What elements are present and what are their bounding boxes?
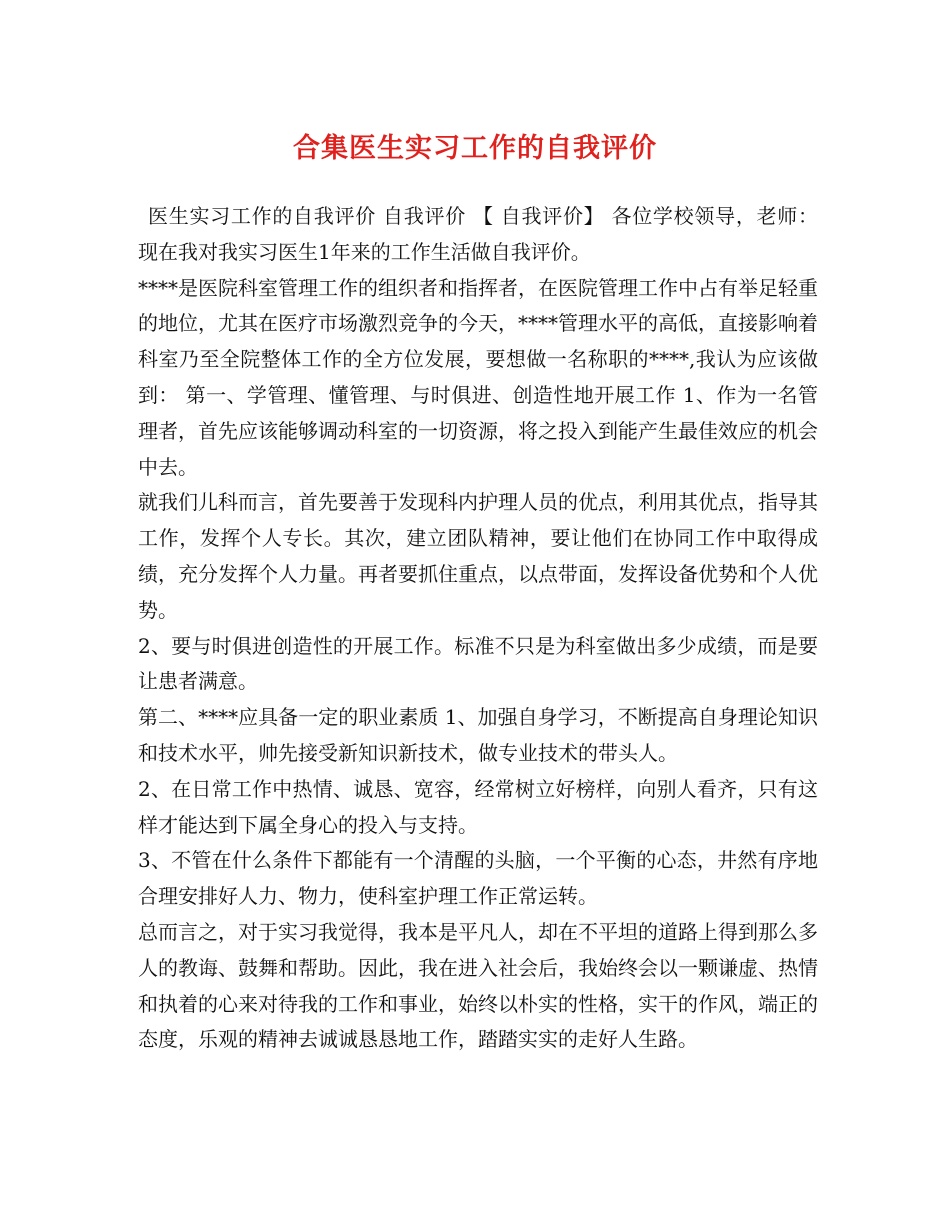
paragraph-intro: 医生实习工作的自我评价 自我评价 【 自我评价】 各位学校领导，老师： 现在我对我实习医生1年来的工作生活做自我评价。 (138, 204, 818, 264)
paragraph-section-2-point-2: 2、在日常工作中热情、诚恳、宽容，经常树立好榜样，向别人看齐，只有这样才能达到下属全身心的投入与支持。 (138, 776, 818, 837)
paragraph-management-role: ****是医院科室管理工作的组织者和指挥者，在医院管理工作中占有举足轻重的地位，尤其在医疗市场激烈竞争的今天，****管理水平的高低，直接影响着科室乃至全院整体工作的全方位发展，要想做一名称职的****,我认为应该做到： 第一、学管理、懂管理、与时俱进、创造性地开展工作 1、作为一名管理者，首先应该能够调动科室的一切资源，将之投入到能产生最佳效应的机会中去。 (138, 275, 818, 479)
paragraph-section-2-point-3: 3、不管在什么条件下都能有一个清醒的头脑，一个平衡的心态，井然有序地合理安排好人力、物力，使科室护理工作正常运转。 (138, 848, 818, 909)
paragraph-section-2: 第二、****应具备一定的职业素质 1、加强自身学习，不断提高自身理论知识和技术水平，帅先接受新知识新技术，做专业技术的带头人。 (138, 705, 818, 765)
paragraph-point-2: 2、要与时俱进创造性的开展工作。标准不只是为科室做出多少成绩，而是要让患者满意。 (138, 633, 818, 694)
document-body (138, 199, 818, 1058)
paragraph-pediatrics: 就我们儿科而言，首先要善于发现科内护理人员的优点，利用其优点，指导其工作，发挥个人专长。其次，建立团队精神，要让他们在协同工作中取得成绩，充分发挥个人力量。再者要抓住重点，以点带面，发挥设备优势和个人优势。 (138, 490, 818, 622)
paragraph-conclusion: 总而言之，对于实习我觉得，我本是平凡人，却在不平坦的道路上得到那么多人的教诲、鼓舞和帮助。因此，我在进入社会后，我始终会以一颗谦虚、热情和执着的心来对待我的工作和事业，始终以朴实的性格，实干的作风，端正的态度，乐观的精神去诚诚恳恳地工作，踏踏实实的走好人生路。 (138, 919, 818, 1052)
document-title: 合集医生实习工作的自我评价 (293, 133, 657, 164)
